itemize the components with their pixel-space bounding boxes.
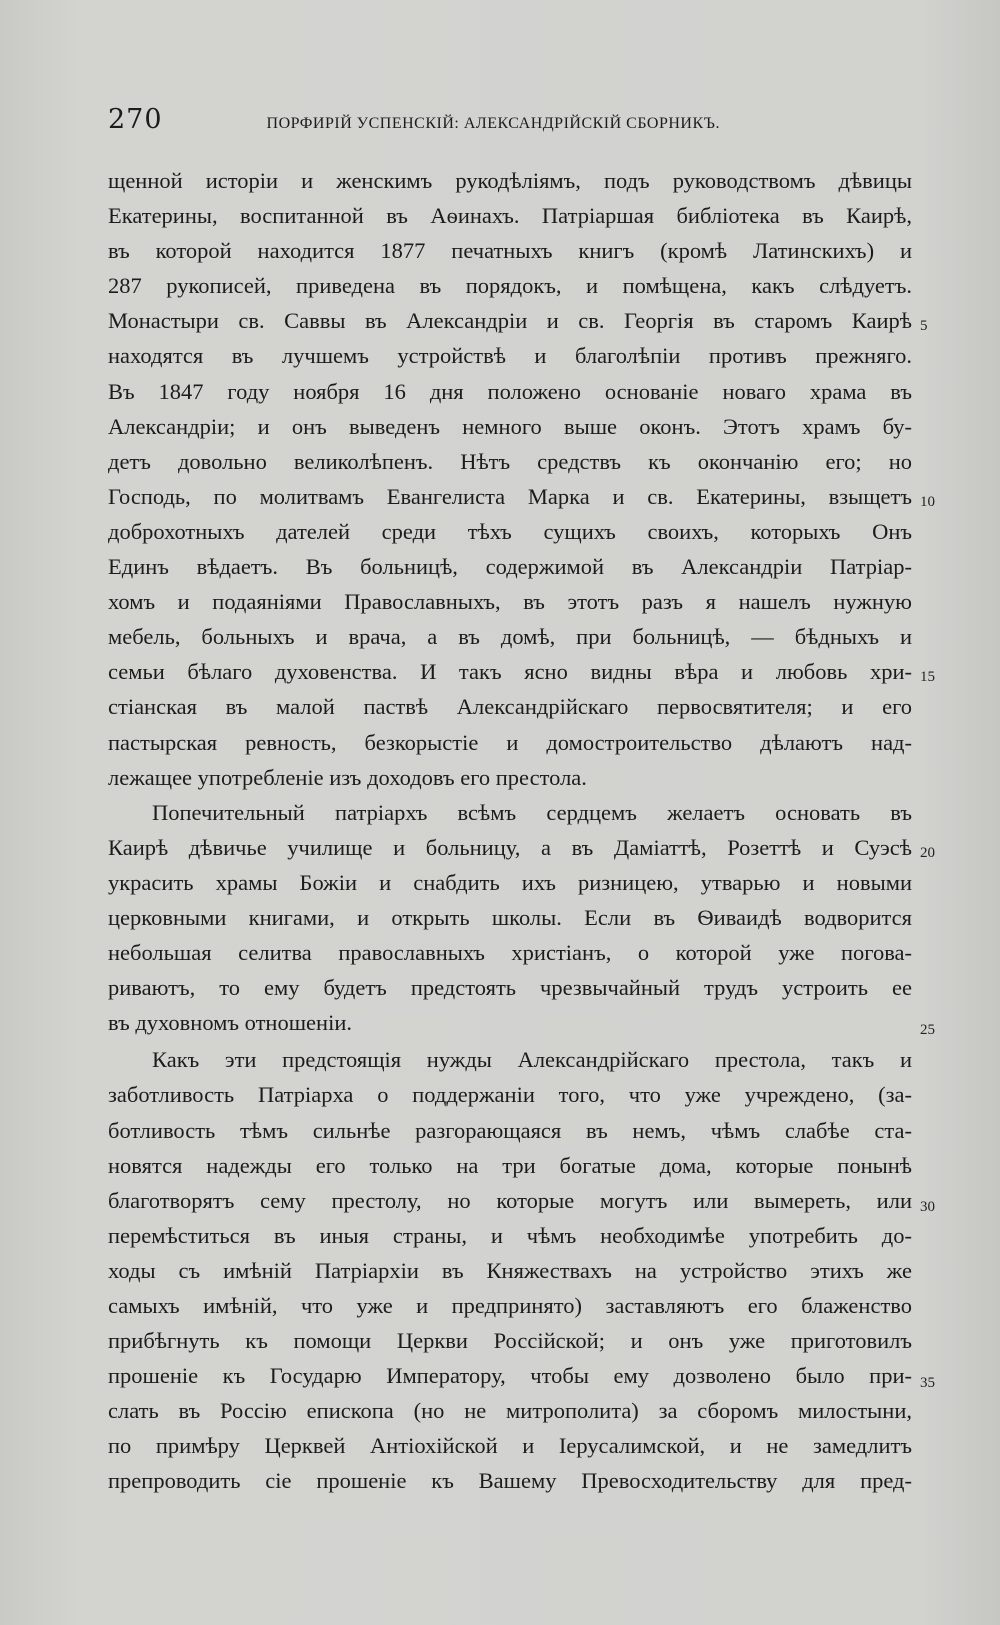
text-line: благотворятъ сему престолу, но которые могутъ или вымереть, или: [108, 1187, 912, 1213]
text-line: Каирѣ дѣвичье училище и больницу, а въ Даміаттѣ, Розеттѣ и Суэсѣ: [108, 834, 912, 860]
text-line: лежащее употребленіе изъ доходовъ его престола.: [108, 764, 587, 790]
text-line: слать въ Россію епископа (но не митрополита) за сборомъ милостыни,: [108, 1398, 912, 1424]
text-line: Господь, по молитвамъ Евангелиста Марка и св. Екатерины, взыщетъ: [108, 483, 912, 509]
text-line: перемѣститься въ иныя страны, и чѣмъ необходимѣе употребить до-: [108, 1222, 912, 1248]
margin-line-number: 5: [920, 318, 928, 334]
paragraph-first-line: Попечительный патріархъ всѣмъ сердцемъ желаетъ основать въ: [152, 799, 912, 825]
text-line: Въ 1847 году ноября 16 дня положено основаніе новаго храма въ: [108, 378, 912, 404]
margin-line-number: 25: [920, 1022, 935, 1038]
text-line: ботливость тѣмъ сильнѣе разгорающаяся въ немъ, чѣмъ слабѣе ста-: [108, 1117, 912, 1143]
text-line: по примѣру Церквей Антіохійской и Іерусалимской, и не замедлитъ: [108, 1433, 912, 1459]
text-line: Екатерины, воспитанной въ Аѳинахъ. Патріаршая библіотека въ Каирѣ,: [108, 203, 912, 229]
margin-line-number: 10: [920, 494, 935, 510]
text-line: детъ довольно великолѣпенъ. Нѣтъ средствъ къ окончанію его; но: [108, 448, 912, 474]
text-line: щенной исторіи и женскимъ рукодѣліямъ, подъ руководствомъ дѣвицы: [108, 168, 912, 193]
text-line: въ которой находится 1877 печатныхъ книгъ (кромѣ Латинскихъ) и: [108, 238, 912, 264]
margin-line-number: 15: [920, 669, 935, 685]
text-line: въ духовномъ отношеніи.: [108, 1010, 352, 1036]
text-line: стіанская въ малой паствѣ Александрійскаго первосвятителя; и его: [108, 694, 912, 720]
text-line: Единъ вѣдаетъ. Въ больницѣ, содержимой въ Александріи Патріар-: [108, 554, 912, 580]
page-header: [108, 104, 908, 135]
page-number: 270: [108, 104, 163, 135]
text-line: украсить храмы Божіи и снабдить ихъ ризницею, утварью и новыми: [108, 869, 912, 895]
text-line: новятся надежды его только на три богатые дома, которые понынѣ: [108, 1152, 912, 1178]
text-line: 287 рукописей, приведена въ порядокъ, и помѣщена, какъ слѣдуетъ.: [108, 273, 912, 299]
text-line: хомъ и подаяніями Православныхъ, въ этотъ разъ я нашелъ нужную: [108, 589, 912, 615]
text-line: Александріи; и онъ выведенъ немного выше оконъ. Этотъ храмъ бу-: [108, 413, 912, 439]
text-line: риваютъ, то ему будетъ предстоять чрезвычайный трудъ устроить ее: [108, 975, 912, 1001]
text-line: находятся въ лучшемъ устройствѣ и благолѣпіи противъ прежняго.: [108, 343, 912, 369]
margin-line-number: 20: [920, 845, 935, 861]
text-line: заботливость Патріарха о поддержаніи того, что уже учреждено, (за-: [108, 1082, 912, 1108]
text-line: семьи бѣлаго духовенства. И такъ ясно видны вѣра и любовь хри-: [108, 659, 912, 685]
text-line: прошеніе къ Государю Императору, чтобы ему дозволено было при-: [108, 1363, 912, 1389]
text-line: мебель, больныхъ и врача, а въ домѣ, при больницѣ, — бѣдныхъ и: [108, 624, 912, 650]
text-line: препроводить сіе прошеніе къ Вашему Превосходительству для пред-: [108, 1468, 912, 1494]
margin-line-number: 30: [920, 1199, 935, 1215]
text-line: прибѣгнуть къ помощи Церкви Россійской; и онъ уже приготовилъ: [108, 1328, 912, 1354]
text-line: самыхъ имѣній, что уже и предпринято) заставляютъ его блаженство: [108, 1293, 912, 1318]
text-line: церковными книгами, и открыть школы. Если въ Ѳиваидѣ водворится: [108, 904, 912, 930]
text-line: небольшая селитва православныхъ христіанъ, о которой уже погова-: [108, 940, 912, 966]
margin-line-number: 35: [920, 1375, 935, 1391]
running-title: ПОРФИРІЙ УСПЕНСКІЙ: АЛЕКСАНДРІЙСКІЙ СБОРНИКЪ.: [266, 115, 720, 132]
paragraph-first-line: Какъ эти предстоящія нужды Александрійскаго престола, такъ и: [152, 1047, 912, 1073]
body-text: [108, 163, 912, 1499]
text-line: доброхотныхъ дателей среди тѣхъ сущихъ своихъ, которыхъ Онъ: [108, 518, 912, 544]
text-line: ходы съ имѣній Патріархіи въ Княжествахъ на устройство этихъ же: [108, 1257, 912, 1283]
text-line: пастырская ревность, безкорыстіе и домостроительство дѣлаютъ над-: [108, 729, 912, 755]
text-line: Монастыри св. Саввы въ Александріи и св. Георгія въ старомъ Каирѣ: [108, 308, 912, 334]
